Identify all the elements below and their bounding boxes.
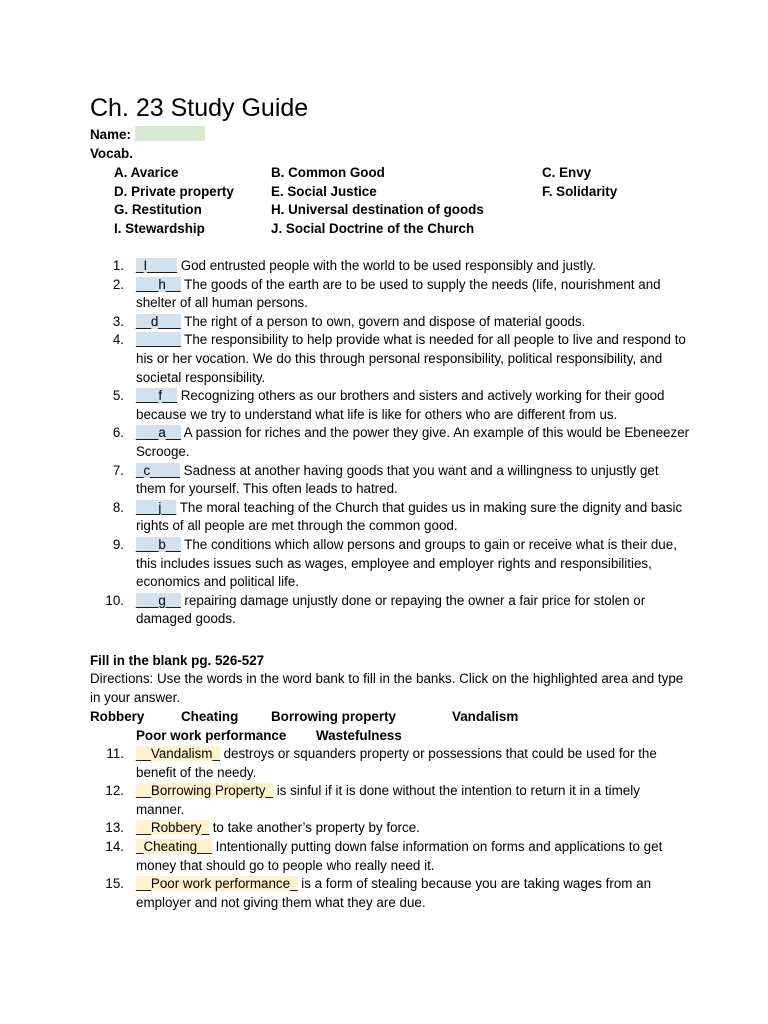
answer-blank[interactable]: ______ <box>136 332 181 348</box>
question-item <box>90 257 690 276</box>
answer-blank[interactable]: _I____ <box>136 258 177 273</box>
question-number: 2. <box>112 276 124 292</box>
answer-blank[interactable]: __Vandalism_ <box>136 746 220 761</box>
question-text: A passion for riches and the power they give. An example of this would be Ebeneezer Scrooge. <box>136 425 690 459</box>
question-text: destroys or squanders property or possessions that could be used for the benefit of the needy. <box>136 746 657 780</box>
answer-blank[interactable]: ___f__ <box>136 388 177 404</box>
vocab-term: C. Envy <box>542 165 592 180</box>
question-item <box>90 592 690 629</box>
answer-blank[interactable]: __d___ <box>136 313 181 329</box>
question-number: 9. <box>112 536 124 552</box>
vocab-term: I. Stewardship <box>114 220 205 236</box>
question-text: Intentionally putting down false information on forms and applications to get money that should go to people who really need it. <box>136 838 663 873</box>
vocab-questions <box>90 257 690 629</box>
question-number: 1. <box>112 258 124 273</box>
question-item <box>90 462 690 499</box>
question-number: 15. <box>105 876 124 892</box>
vocab-term: F. Solidarity <box>542 183 618 199</box>
vocab-term: E. Social Justice <box>271 183 377 199</box>
question-number: 3. <box>112 313 124 329</box>
answer-blank[interactable]: ___g__ <box>136 592 181 608</box>
question-text: The right of a person to own, govern and dispose of material goods. <box>180 313 586 329</box>
answer-blank[interactable]: ___a__ <box>136 425 181 441</box>
word-bank-item: Vandalism <box>452 709 519 724</box>
question-item <box>90 819 690 838</box>
question-number: 13. <box>105 820 124 836</box>
question-text: The goods of the earth are to be used to supply the needs (life, nourishment and shelter of all human persons. <box>136 276 661 311</box>
answer-blank[interactable]: ___b__ <box>136 536 181 552</box>
question-item <box>90 838 690 875</box>
question-item <box>90 875 690 912</box>
vocab-term: B. Common Good <box>271 165 385 180</box>
question-text: Sadness at another having goods that you want and a willingness to unjustly get them for yourself. This often leads to hatred. <box>136 462 659 497</box>
word-bank-item: Robbery <box>90 709 145 724</box>
question-item <box>90 745 690 782</box>
question-item <box>90 276 690 313</box>
question-text: repairing damage unjustly done or repaying the owner a fair price for stolen or damaged goods. <box>136 592 646 627</box>
name-row <box>90 126 205 145</box>
question-number: 4. <box>112 332 124 348</box>
word-bank-item: Poor work performance <box>136 728 287 743</box>
question-number: 11. <box>106 746 124 761</box>
answer-blank[interactable]: __Borrowing Property_ <box>136 783 273 799</box>
question-number: 5. <box>112 388 124 404</box>
answer-blank[interactable]: _c____ <box>136 462 180 478</box>
fill-in-questions <box>90 745 690 912</box>
question-text: The conditions which allow persons and groups to gain or receive what is their due, this includes issues such as wages, employee and employer rights and responsibilities, economics and political life. <box>136 536 677 590</box>
fill-in-heading: Fill in the blank pg. 526-527 <box>90 653 265 668</box>
question-number: 8. <box>112 499 124 515</box>
directions-text: Directions: Use the words in the word bank to fill in the banks. Click on the highlighted area and type in your answer. <box>90 671 684 705</box>
question-text: to take another’s property by force. <box>208 820 420 836</box>
question-text: The moral teaching of the Church that guides us in making sure the dignity and basic rights of all people are met through the common good. <box>136 499 683 534</box>
question-number: 14. <box>105 838 124 854</box>
word-bank-item: Cheating <box>181 709 239 724</box>
name-field[interactable] <box>135 126 205 141</box>
question-number: 7. <box>112 462 124 478</box>
question-text: Recognizing others as our brothers and sisters and actively working for their good because we try to understand what life is like for others who are different from us. <box>136 388 665 422</box>
question-item <box>90 782 690 819</box>
answer-blank[interactable]: ___h__ <box>136 276 181 292</box>
vocab-heading: Vocab. <box>90 146 133 161</box>
answer-blank[interactable]: ___j__ <box>136 499 177 515</box>
vocab-term: H. Universal destination of goods <box>271 202 484 218</box>
question-number: 6. <box>112 425 124 441</box>
word-bank-item: Wastefulness <box>316 728 402 743</box>
answer-blank[interactable]: _Cheating__ <box>136 838 212 854</box>
word-bank-item: Borrowing property <box>271 709 396 724</box>
vocab-term: D. Private property <box>114 183 234 199</box>
question-item <box>90 424 690 461</box>
question-number: 10. <box>105 592 124 608</box>
question-item <box>90 331 690 387</box>
question-item <box>90 313 690 332</box>
question-text: God entrusted people with the world to be used responsibly and justly. <box>176 258 596 273</box>
vocab-term: A. Avarice <box>114 165 179 180</box>
question-text: The responsibility to help provide what is needed for all people to live and respond to his or her vocation. We do this through personal responsibility, political responsibility, and societal responsibility. <box>136 332 686 385</box>
answer-blank[interactable]: __Poor work performance_ <box>136 876 298 892</box>
vocab-term: G. Restitution <box>114 202 202 218</box>
question-text: is sinful if it is done without the intention to return it in a timely manner. <box>136 783 640 817</box>
page-title: Ch. 23 Study Guide <box>90 94 309 122</box>
vocab-term: J. Social Doctrine of the Church <box>271 220 475 236</box>
answer-blank[interactable]: __Robbery_ <box>136 820 209 836</box>
question-item <box>90 387 690 424</box>
question-number: 12. <box>105 783 124 799</box>
question-text: is a form of stealing because you are taking wages from an employer and not giving them what they are due. <box>136 876 652 910</box>
question-item <box>90 536 690 592</box>
question-item <box>90 499 690 536</box>
name-label: Name: <box>90 127 131 142</box>
